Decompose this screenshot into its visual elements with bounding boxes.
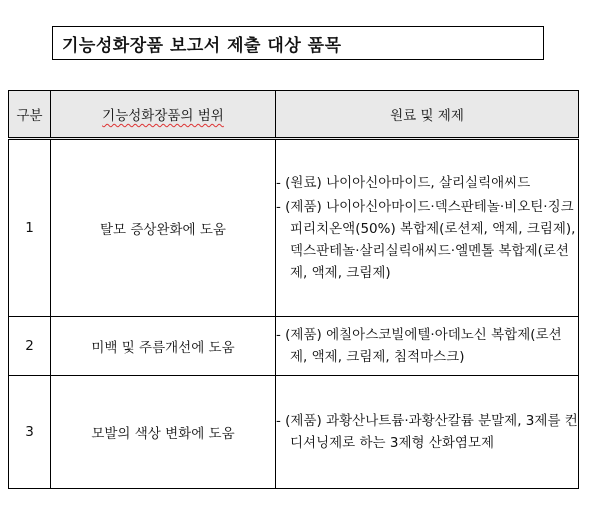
row-scope: 모발의 색상 변화에 도움 xyxy=(51,376,276,489)
header-scope xyxy=(51,91,276,139)
row-scope: 미백 및 주름개선에 도움 xyxy=(51,317,276,376)
row-contents xyxy=(276,317,579,376)
row-number: 3 xyxy=(9,376,51,489)
list-item: - (제품) 과황산나트륨·과황산칼륨 분말제, 3제를 컨디셔닝제로 하는 3제형 산화염모제 xyxy=(276,413,578,451)
header-category: 구분 xyxy=(9,91,51,139)
item-table xyxy=(8,90,579,489)
header-scope-text: 기능성화장품의 범위 xyxy=(102,108,224,124)
document-title xyxy=(52,26,544,60)
table-row xyxy=(9,376,579,489)
table-row xyxy=(9,317,579,376)
header-ingredients: 원료 및 제제 xyxy=(276,91,579,139)
list-item: - (제품) 에칠아스코빌에텔·아데노신 복합제(로션제, 액제, 크림제, 침적마스크) xyxy=(276,327,562,365)
list-item: - (원료) 나이아신아마이드, 살리실릭애씨드 xyxy=(276,175,531,191)
table-row xyxy=(9,139,579,317)
row-contents xyxy=(276,139,579,317)
row-number: 1 xyxy=(9,139,51,317)
table-header-row xyxy=(9,91,579,139)
document-title-text: 기능성화장품 보고서 제출 대상 품목 xyxy=(62,35,342,56)
row-scope: 탈모 증상완화에 도움 xyxy=(51,139,276,317)
list-item: - (제품) 나이아신아마이드·덱스판테놀·비오틴·징크피리치온액(50%) 복합제(로션제, 액제, 크림제), 덱스판테놀·살리실릭애씨드·엘멘톨 복합제(로션제, 액제, 크림제) xyxy=(276,199,576,281)
row-number: 2 xyxy=(9,317,51,376)
row-contents xyxy=(276,376,579,489)
